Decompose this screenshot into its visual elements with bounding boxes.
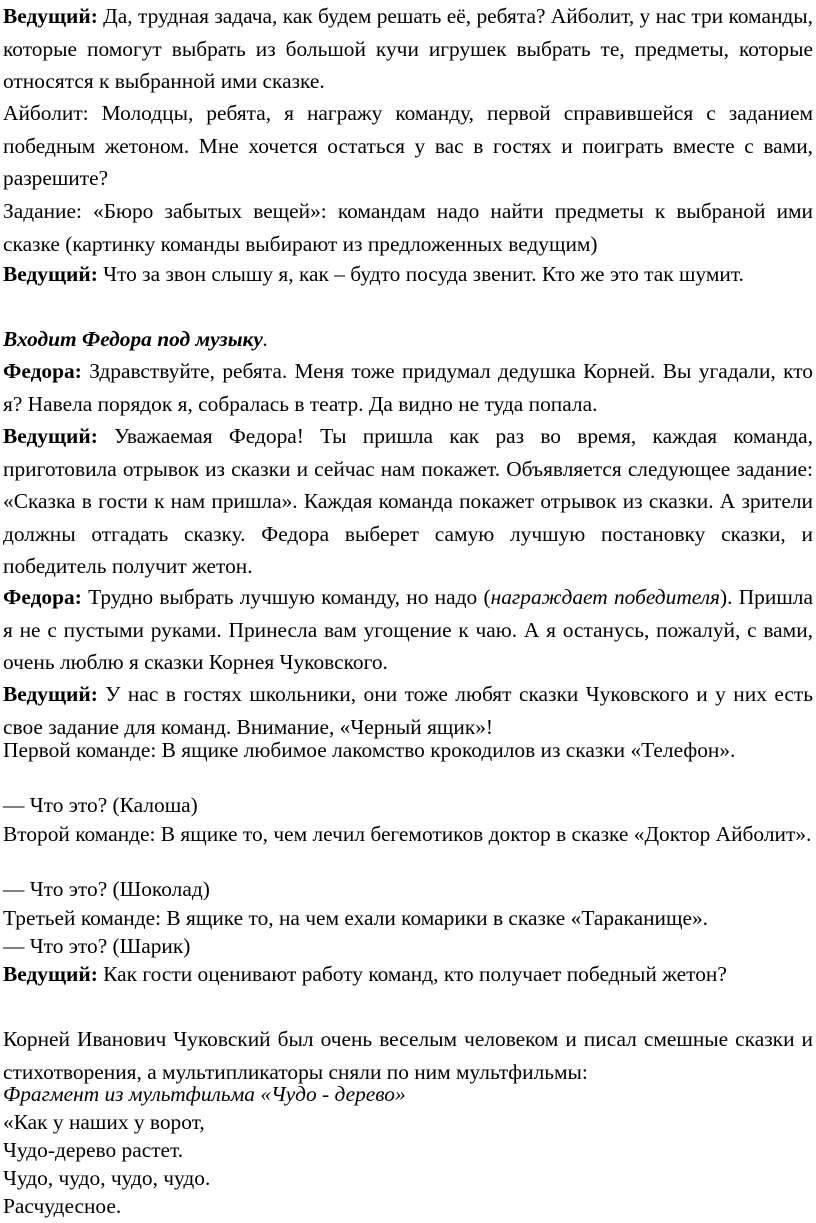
paragraph-text: Да, трудная задача, как будем решать её, ребята? Айболит, у нас три команды, которые помогут выбрать из большой кучи игрушек выбрать те, предметы, которые относятся к выбранной ими сказке.: [3, 4, 813, 94]
poem-line-4: [3, 1190, 813, 1223]
paragraph-task-bureau: [3, 195, 813, 260]
paragraph-text: Здравствуйте, ребята. Меня тоже придумал дедушка Корней. Вы угадали, кто я? Навела порядок я, собралась в театр. Да видно не туда попала.: [3, 359, 813, 416]
paragraph-text: ). Пришла я не с пустыми руками. Принесла вам угощение к чаю. А я останусь, пожалуй, с вами, очень люблю я сказки Корнея Чуковского.: [3, 585, 813, 675]
paragraph-text: Корней Иванович Чуковский был очень веселым человеком и писал смешные сказки и стихотворения, а мультипликаторы сняли по ним мультфильмы:: [3, 1027, 813, 1084]
paragraph-team-2: [3, 818, 813, 851]
paragraph-text: — Что это? (Шоколад): [3, 877, 210, 901]
poem-line: Расчудесное.: [3, 1194, 122, 1218]
paragraph-text: Задание: «Бюро забытых вещей»: командам надо найти предметы к выбраной ими сказке (картинку команды выбирают из предложенных ведущим): [3, 199, 813, 256]
answer-line-2: [3, 873, 813, 906]
stage-direction-inline: награждает победителя: [490, 585, 720, 609]
paragraph-text: Второй команде: В ящике то, чем лечил бегемотиков доктор в сказке «Доктор Айболит».: [3, 822, 812, 846]
answer-line-1: [3, 789, 813, 822]
stage-direction: Входит Федора под музыку: [3, 327, 263, 351]
paragraph-team-1: [3, 734, 813, 767]
paragraph-text: Первой команде: В ящике любимое лакомство крокодилов из сказки «Телефон».: [3, 738, 736, 762]
stage-direction-tail: .: [262, 327, 269, 351]
speaker-label: Ведущий:: [3, 424, 98, 448]
paragraph-text: Что за звон слышу я, как – будто посуда звенит. Кто же это так шумит.: [97, 262, 744, 286]
poem-line: «Как у наших у ворот,: [3, 1110, 205, 1134]
paragraph-text: Трудно выбрать лучшую команду, но надо (: [81, 585, 491, 609]
speaker-label: Ведущий:: [3, 962, 98, 986]
paragraph-fedora-2: [3, 581, 813, 679]
cartoon-fragment-label: Фрагмент из мультфильма «Чудо - дерево»: [3, 1082, 406, 1106]
paragraph-host-3: [3, 420, 813, 583]
paragraph-fedora-1: [3, 355, 813, 420]
paragraph-text: — Что это? (Калоша): [3, 793, 198, 817]
paragraph-aibolit: [3, 97, 813, 195]
speaker-label: Ведущий:: [3, 4, 98, 28]
poem-line: Чудо, чудо, чудо, чудо.: [3, 1166, 211, 1190]
speaker-label: Ведущий:: [3, 682, 98, 706]
paragraph-host-5: [3, 958, 813, 991]
speaker-label: Ведущий:: [3, 262, 98, 286]
paragraph-text: — Что это? (Шарик): [3, 934, 191, 958]
paragraph-text: Как гости оценивают работу команд, кто получает победный жетон?: [97, 962, 727, 986]
paragraph-host-1: [3, 0, 813, 98]
speaker-label: Федора:: [3, 585, 82, 609]
paragraph-text: Уважаемая Федора! Ты пришла как раз во время, каждая команда, приготовила отрывок из сказки и сейчас нам покажет. Объявляется следующее задание: «Сказка в гости к нам пришла». Каждая команда покажет отрывок из сказки. А зрители должны отгадать сказку. Федора выберет самую лучшую постановку сказки, и победитель получит жетон.: [3, 424, 813, 579]
poem-line: Чудо-дерево растет.: [3, 1138, 184, 1162]
speaker-label: Федора:: [3, 359, 82, 383]
stage-direction-fedora-enters: [3, 323, 813, 356]
paragraph-text: Айболит: Молодцы, ребята, я награжу команду, первой справившейся с заданием победным жетоном. Мне хочется остаться у вас в гостях и поиграть вместе с вами, разрешите?: [3, 101, 813, 191]
paragraph-host-2: [3, 258, 813, 291]
paragraph-text: Третьей команде: В ящике то, на чем ехали комарики в сказке «Тараканище».: [3, 906, 708, 930]
paragraph-text: У нас в гостях школьники, они тоже любят сказки Чуковского и у них есть свое задание для команд. Внимание, «Черный ящик»!: [3, 682, 813, 739]
